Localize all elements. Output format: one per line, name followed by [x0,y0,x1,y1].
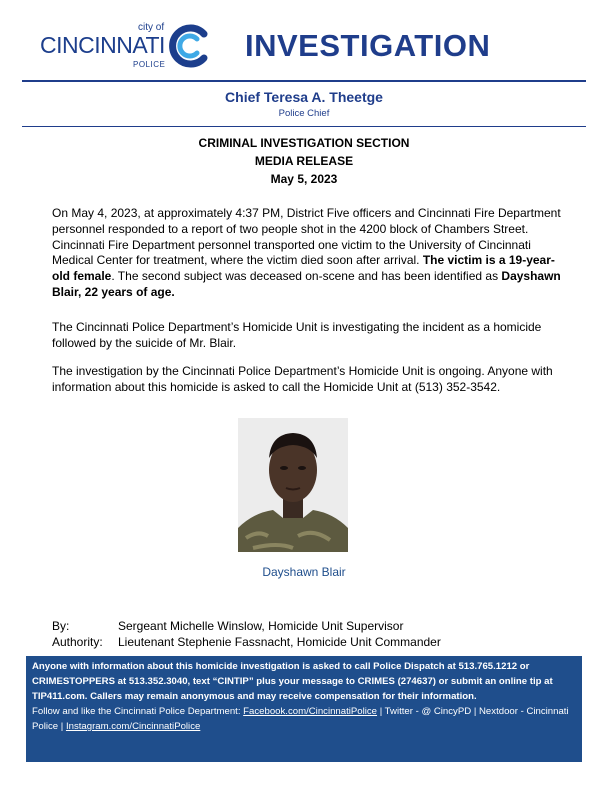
section-name: CRIMINAL INVESTIGATION SECTION [198,136,410,150]
byline-authority-row [52,634,441,650]
page-title: INVESTIGATION [245,28,491,63]
suspect-photo [238,418,348,552]
cincinnati-police-logo [40,22,215,72]
footer-twitter-nextdoor: | Twitter - @ CincyPD | Nextdoor - Cincinnati Police | [32,706,569,732]
footer-social-line [32,704,576,734]
authority-value: Lieutenant Stephenie Fassnacht, Homicide Unit Commander [118,635,441,649]
p1-subject-bold: Dayshawn Blair, 22 years of age. [52,269,561,299]
release-heading [0,134,608,188]
chief-divider [22,126,586,127]
header-divider [22,80,586,82]
logo-cincinnati: CINCINNATI [40,32,165,58]
logo-police: POLICE [133,60,166,69]
chief-name: Chief Teresa A. Theetge [225,89,383,105]
body-paragraph-3: The investigation by the Cincinnati Police Department’s Homicide Unit is ongoing. Anyone with information about this homicide is asked to call the Homicide Unit at (513) 352-3542. [52,364,553,394]
footer-tip-text: Anyone with information about this homicide investigation is asked to call Police Dispatch at 513.765.1212 or CRIMESTOPPERS at 513.352.3040, text “CINTIP” plus your message to CRIMES (274637) or submit an online tip at TIP411.com. Callers may remain anonymous and may receive compensation for their information. [32,661,553,702]
logo-c-icon [164,22,212,70]
p1-text-a: On May 4, 2023, at approximately 4:37 PM, District Five officers and Cincinnati Fire Department personnel responded to a report of two people shot in the 4200 block of Chambers Street. Cincinnati Fire Department personnel transported one victim to the University of Cincinnati Medical Center for treatment, where the victim died soon after arrival. [52,206,561,268]
release-type: MEDIA RELEASE [254,154,354,168]
body-paragraph-2: The Cincinnati Police Department’s Homicide Unit is investigating the incident as a homicide followed by the suicide of Mr. Blair. [52,320,542,350]
photo-caption: Dayshawn Blair [262,565,346,579]
p1-victim-bold: The victim is a 19-year-old female [52,253,555,284]
portrait-image-icon [238,418,348,552]
byline [52,618,441,650]
release-date: May 5, 2023 [270,172,338,186]
footer-follow-text: Follow and like the Cincinnati Police Department: [32,706,244,717]
p1-text-c: . The second subject was deceased on-scene and has been identified as [111,269,502,284]
tip-footer [26,656,582,762]
byline-by-row [52,618,441,634]
body-paragraph-1 [52,206,572,301]
facebook-link[interactable]: Facebook.com/CincinnatiPolice [243,706,378,717]
by-label: By: [52,619,70,633]
chief-title: Police Chief [278,108,330,119]
by-value: Sergeant Michelle Winslow, Homicide Unit Supervisor [118,619,404,633]
instagram-link[interactable]: Instagram.com/CincinnatiPolice [65,721,201,732]
logo-city-of: city of [138,22,165,33]
authority-label: Authority: [52,635,103,649]
